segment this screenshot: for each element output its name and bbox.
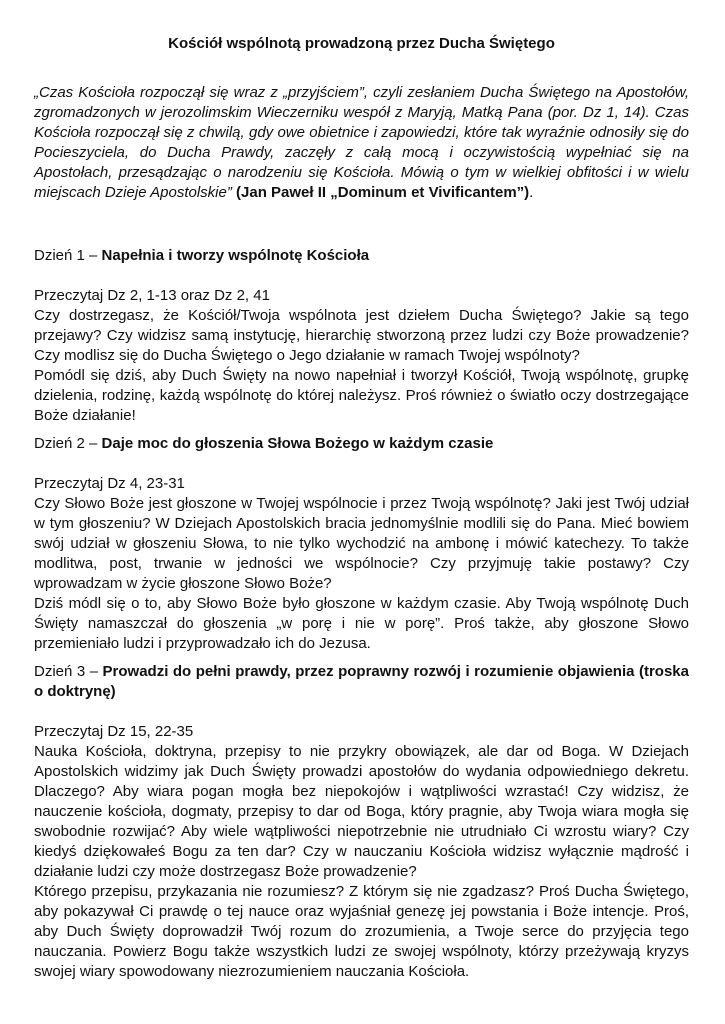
day-3-title: Prowadzi do pełni prawdy, przez poprawny rozwój i rozumienie objawienia (troska o doktrynę)	[34, 663, 689, 700]
day-3-section	[34, 662, 689, 982]
day-2-title: Daje moc do głoszenia Słowa Bożego w każdym czasie	[101, 435, 494, 452]
day-2-reading: Przeczytaj Dz 4, 23-31	[34, 475, 185, 492]
day-1-paragraph-1: Czy dostrzegasz, że Kościół/Twoja wspólnota jest dziełem Ducha Świętego? Jakie są tego przejawy? Czy widzisz samą instytucję, hierarchię stworzoną przez ludzi czy Boże prowadzenie? Czy modlisz się do Ducha Świętego o Jego działanie w ramach Twojej wspólnoty?	[34, 307, 689, 364]
day-3-reading: Przeczytaj Dz 15, 22-35	[34, 723, 194, 740]
day-1-paragraph-2: Pomódl się dziś, aby Duch Święty na nowo napełniał i tworzył Kościół, Twoją wspólnotę, grupkę dzielenia, rodzinę, każdą wspólnotę do której należysz. Proś również o światło oczy dostrzegające Boże działanie!	[34, 367, 689, 424]
quote-text: „Czas Kościoła rozpoczął się wraz z „przyjściem”, czyli zesłaniem Ducha Świętego na Apostołów, zgromadzonych w jerozolimskim Wieczerniku wespół z Maryją, Matką Pana (por. Dz 1, 14). Czas Kościoła rozpoczął się z chwilą, gdy owe obietnice i zapowiedzi, które tak wyraźnie odnosiły się do Pocieszyciela, do Ducha Prawdy, zaczęły z całą mocą i oczywistością wypełniać się na Apostołach, przesądzając o narodzeniu się Kościoła. Mówią o tym w wielkiej obfitości i w wielu miejscach Dzieje Apostolskie”	[34, 84, 689, 201]
day-3-paragraph-2: Którego przepisu, przykazania nie rozumiesz? Z którym się nie zgadzasz? Proś Ducha Świętego, aby pokazywał Ci prawdę o tej nauce oraz wyjaśniał genezę jej powstania i Boże intencje. Proś, aby Duch Święty doprowadził Twój rozum do zrozumienia, a Twoje serce do przyjęcia tego nauczania. Powierz Bogu także wszystkich ludzi ze swojej wspólnoty, którzy przeżywają kryzys swojej wiary spowodowany niezrozumieniem nauczania Kościoła.	[34, 883, 689, 980]
document-page	[34, 34, 689, 982]
day-1-prefix: Dzień 1 –	[34, 247, 102, 264]
opening-quote	[34, 83, 689, 203]
quote-end: .	[529, 184, 534, 201]
day-1-heading	[34, 246, 689, 266]
day-3-paragraph-1: Nauka Kościoła, doktryna, przepisy to nie przykry obowiązek, ale dar od Boga. W Dziejach Apostolskich widzimy jak Duch Święty prowadzi apostołów do wydania odpowiedniego dekretu. Dlaczego? Aby wiara pogan mogła bez niepokojów i wątpliwości wzrastać! Czy widzisz, że nauczenie kościoła, dogmaty, przepisy to dar od Boga, który pragnie, aby Twoja wiara mogła się swobodnie rozwijać? Aby wiele wątpliwości niepotrzebnie nie utrudniało Ci wzrostu wiary? Czy kiedyś dziękowałeś Bogu za ten dar? Czy w nauczaniu Kościoła widzisz wyłącznie mądrość i działanie ludzi czy może dostrzegasz Boże prowadzenie?	[34, 743, 689, 880]
document-title: Kościół wspólnotą prowadzoną przez Ducha Świętego	[168, 35, 555, 52]
day-2-heading	[34, 434, 689, 454]
day-3-prefix: Dzień 3 –	[34, 663, 103, 680]
quote-source: (Jan Paweł II „Dominum et Vivificantem”)	[236, 184, 530, 201]
day-3-heading	[34, 662, 689, 702]
day-2-paragraph-1: Czy Słowo Boże jest głoszone w Twojej wspólnocie i przez Twoją wspólnotę? Jaki jest Twój udział w tym głoszeniu? W Dziejach Apostolskich bracia jednomyślnie modlili się do Pana. Mieć bowiem swój udział w głoszeniu Słowa, to nie tylko wychodzić na ambonę i mówić katechezy. To także modlitwa, post, trwanie w jedności we wspólnocie? Czy przyjmuję takie postawy? Czy wprowadzam w życie głoszone Słowo Boże?	[34, 495, 689, 592]
day-2-prefix: Dzień 2 –	[34, 435, 102, 452]
day-1-title: Napełnia i tworzy wspólnotę Kościoła	[101, 247, 370, 264]
day-1-reading: Przeczytaj Dz 2, 1-13 oraz Dz 2, 41	[34, 287, 270, 304]
day-1-section	[34, 246, 689, 426]
day-2-section	[34, 434, 689, 654]
day-2-paragraph-2: Dziś módl się o to, aby Słowo Boże było głoszone w każdym czasie. Aby Twoją wspólnotę Duch Święty namaszczał do głoszenia „w porę i nie w porę”. Proś także, aby głoszone Słowo przemieniało ludzi i przyprowadzało ich do Jezusa.	[34, 595, 689, 652]
